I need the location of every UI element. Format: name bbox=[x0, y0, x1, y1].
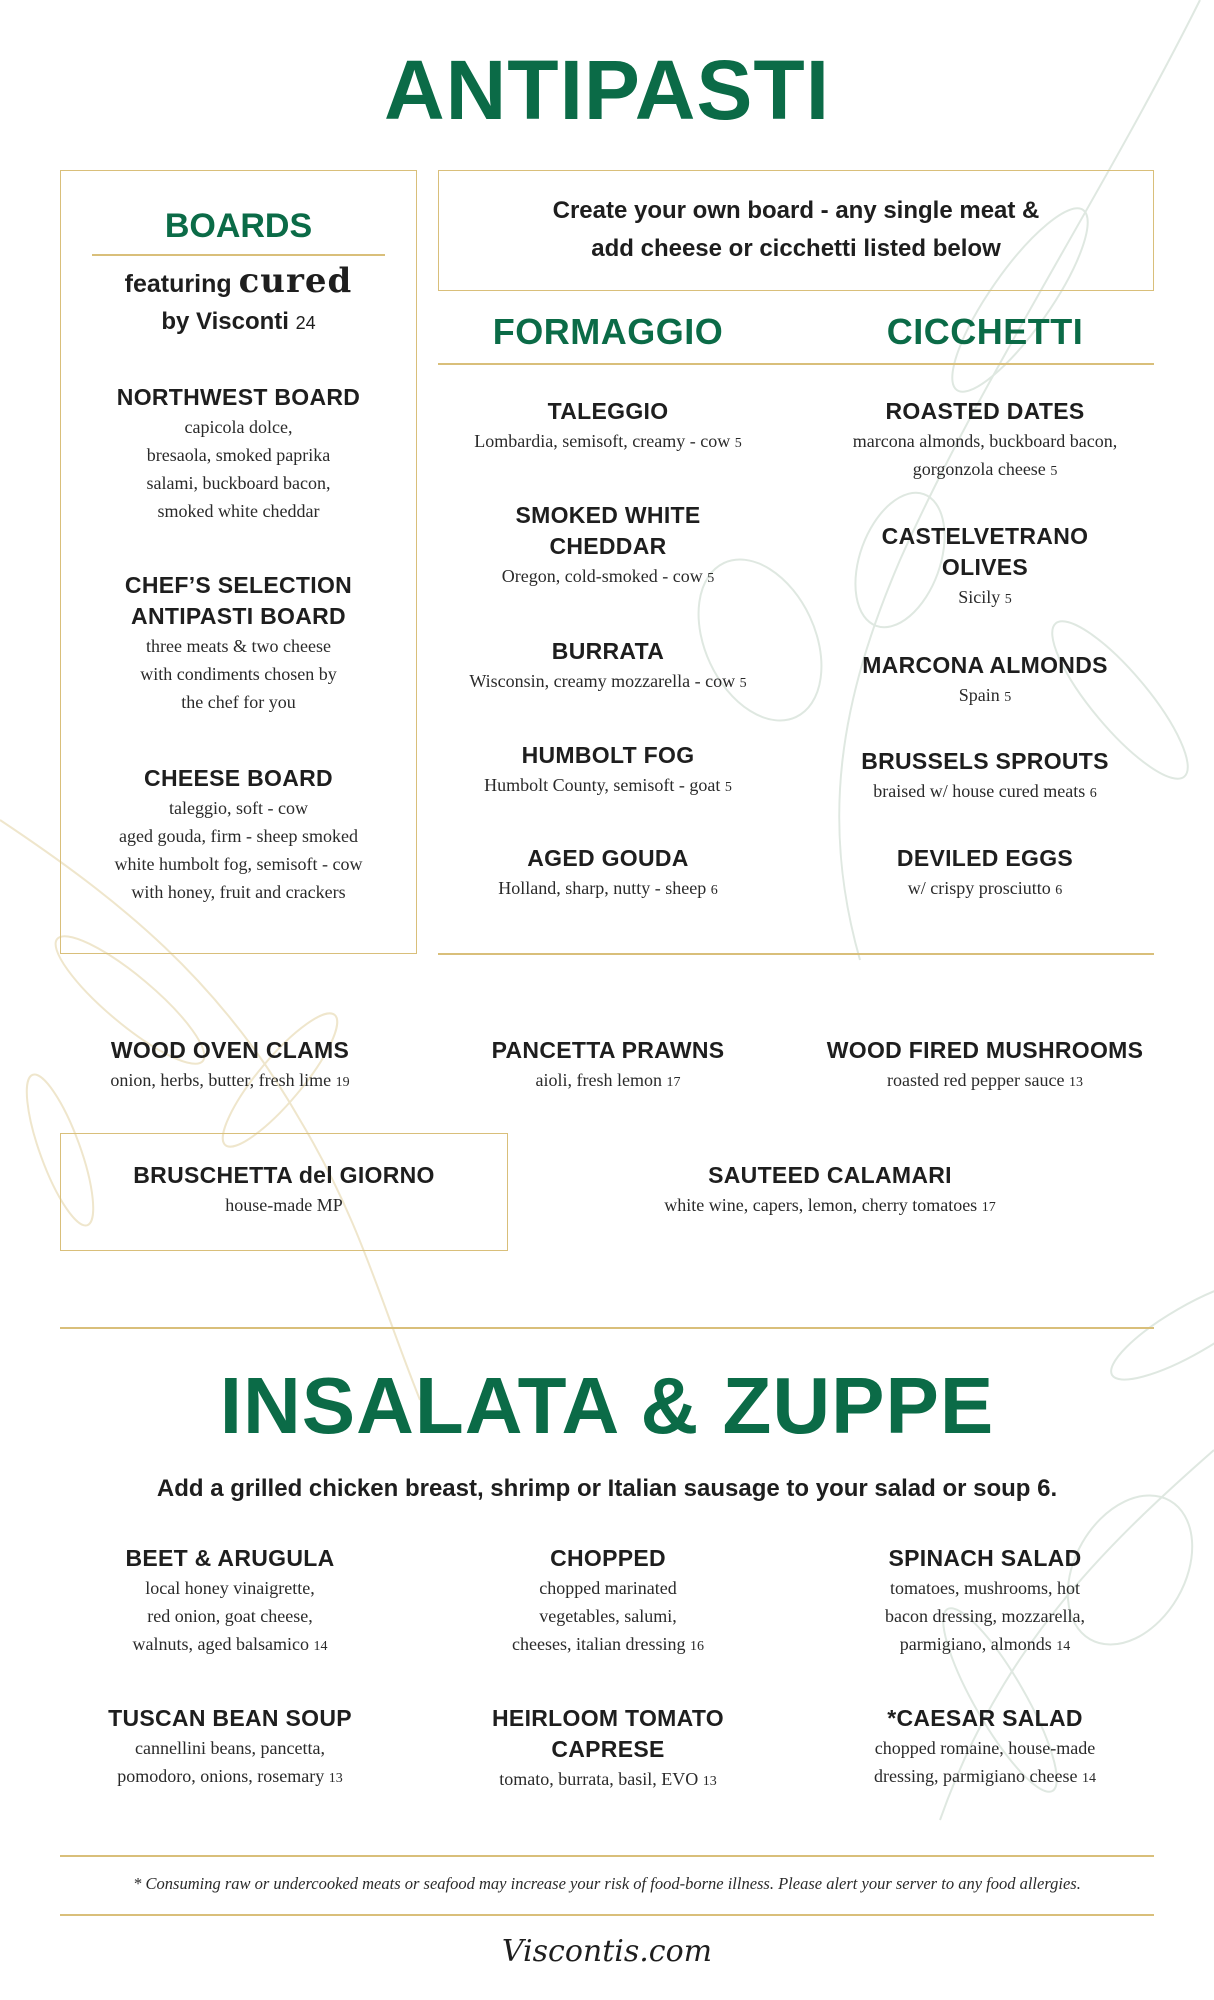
item-desc bbox=[438, 667, 778, 698]
board-name: NORTHWEST BOARD bbox=[116, 384, 361, 410]
item-desc: local honey vinaigrette, bbox=[145, 1578, 315, 1598]
item-name: SAUTEED CALAMARI bbox=[708, 1162, 952, 1188]
board-desc: aged gouda, firm - sheep smoked bbox=[119, 826, 358, 846]
board-desc: with condiments chosen by bbox=[140, 664, 337, 684]
item-desc-text: braised w/ house cured meats bbox=[873, 781, 1086, 801]
boards-price: 24 bbox=[295, 313, 316, 333]
item-desc-text: white wine, capers, lemon, cherry tomatoes bbox=[664, 1195, 978, 1215]
item-desc bbox=[438, 1066, 778, 1097]
item-price: 6 bbox=[1055, 883, 1063, 898]
calamari-item bbox=[560, 1160, 1100, 1222]
item-desc: vegetables, salumi, bbox=[539, 1606, 677, 1626]
item-desc: tomatoes, mushrooms, hot bbox=[890, 1578, 1080, 1598]
cicchetti-heading: CICCHETTI bbox=[886, 311, 1084, 352]
cicchetti-item bbox=[815, 650, 1155, 712]
item-price: 17 bbox=[666, 1075, 681, 1090]
featuring-text: featuring bbox=[124, 270, 232, 298]
item-desc-text: roasted red pepper sauce bbox=[887, 1070, 1065, 1090]
item-desc-text: Spain bbox=[958, 685, 1000, 705]
item-name: AGED GOUDA bbox=[527, 845, 689, 871]
item-desc-text: tomato, burrata, basil, EVO bbox=[499, 1769, 699, 1789]
item-price: 13 bbox=[328, 1771, 343, 1786]
item-name: SPINACH SALAD bbox=[888, 1545, 1082, 1571]
item-name: WOOD OVEN CLAMS bbox=[110, 1037, 350, 1063]
divider bbox=[60, 1914, 1154, 1916]
item-desc: red onion, goat cheese, bbox=[147, 1606, 313, 1626]
item-desc bbox=[70, 1762, 390, 1793]
item-name: BRUSCHETTA del GIORNO bbox=[133, 1162, 435, 1188]
board-desc: the chef for you bbox=[181, 692, 296, 712]
salad-item bbox=[478, 1703, 738, 1796]
item-desc bbox=[438, 1765, 778, 1796]
board-name: CHEESE BOARD bbox=[144, 765, 333, 791]
antipasti-item bbox=[800, 1035, 1170, 1097]
item-desc: cannellini beans, pancetta, bbox=[135, 1738, 325, 1758]
item-desc bbox=[70, 1630, 390, 1661]
insalata-title: INSALATA & ZUPPE bbox=[219, 1361, 995, 1450]
item-desc bbox=[438, 562, 778, 593]
item-price: 5 bbox=[739, 676, 747, 691]
item-desc bbox=[560, 1191, 1100, 1222]
item-desc bbox=[438, 874, 778, 905]
item-desc: chopped romaine, house-made bbox=[874, 1738, 1096, 1758]
item-desc bbox=[60, 1066, 400, 1097]
create-board-note: Create your own board - any single meat & add cheese or cicchetti listed below bbox=[552, 197, 1040, 262]
salad-item bbox=[825, 1543, 1145, 1661]
item-price: 13 bbox=[702, 1774, 717, 1789]
cicchetti-item bbox=[815, 746, 1155, 808]
formaggio-heading: FORMAGGIO bbox=[492, 311, 724, 352]
item-price: 6 bbox=[1089, 786, 1097, 801]
item-desc-text: Wisconsin, creamy mozzarella - cow bbox=[469, 671, 736, 691]
board-item bbox=[80, 763, 397, 906]
item-name: WOOD FIRED MUSHROOMS bbox=[826, 1037, 1144, 1063]
item-desc: chopped marinated bbox=[539, 1578, 677, 1598]
item-price: 14 bbox=[313, 1639, 328, 1654]
item-price: 5 bbox=[1050, 464, 1058, 479]
item-desc bbox=[448, 1630, 768, 1661]
item-desc bbox=[835, 427, 1135, 486]
item-desc bbox=[825, 1630, 1145, 1661]
item-price: 6 bbox=[710, 883, 718, 898]
item-desc: bacon dressing, mozzarella, bbox=[885, 1606, 1085, 1626]
item-desc: house-made MP bbox=[225, 1195, 343, 1215]
item-name: ROASTED DATES bbox=[885, 398, 1085, 424]
item-desc-text: pomodoro, onions, rosemary bbox=[117, 1766, 325, 1786]
featuring-line bbox=[60, 262, 417, 303]
item-desc-text: Sicily bbox=[958, 587, 1001, 607]
salad-item bbox=[70, 1543, 390, 1661]
item-desc-text: Lombardia, semisoft, creamy - cow bbox=[474, 431, 731, 451]
salad-item bbox=[825, 1703, 1145, 1793]
item-desc-text: onion, herbs, butter, fresh lime bbox=[110, 1070, 332, 1090]
item-name: TUSCAN BEAN SOUP bbox=[108, 1705, 352, 1731]
board-desc: three meats & two cheese bbox=[146, 636, 331, 656]
add-protein-note: Add a grilled chicken breast, shrimp or Italian sausage to your salad or soup 6. bbox=[156, 1475, 1058, 1502]
item-price: 14 bbox=[1081, 1771, 1096, 1786]
divider bbox=[60, 1327, 1154, 1329]
cicchetti-item bbox=[815, 843, 1155, 905]
divider bbox=[60, 1855, 1154, 1857]
board-desc: bresaola, smoked paprika bbox=[146, 445, 331, 465]
item-desc-text: Holland, sharp, nutty - sheep bbox=[498, 878, 707, 898]
item-desc bbox=[815, 777, 1155, 808]
item-price: 16 bbox=[689, 1639, 704, 1654]
item-price: 5 bbox=[1004, 592, 1012, 607]
divider bbox=[92, 254, 385, 256]
item-name: DEVILED EGGS bbox=[896, 845, 1074, 871]
board-item bbox=[80, 570, 397, 716]
item-name: BEET & ARUGULA bbox=[125, 1545, 335, 1571]
by-visconti bbox=[60, 304, 417, 341]
item-desc-text: marcona almonds, buckboard bacon, gorgonzola cheese bbox=[852, 431, 1118, 479]
item-price: 5 bbox=[707, 571, 715, 586]
formaggio-item bbox=[438, 636, 778, 698]
item-name: TALEGGIO bbox=[547, 398, 669, 424]
divider bbox=[438, 953, 1154, 955]
item-price: 5 bbox=[724, 780, 732, 795]
item-price: 5 bbox=[734, 436, 742, 451]
item-desc bbox=[815, 681, 1155, 712]
item-price: 17 bbox=[981, 1200, 996, 1215]
item-desc bbox=[855, 583, 1115, 614]
divider bbox=[438, 363, 1154, 365]
item-desc-text: Oregon, cold-smoked - cow bbox=[501, 566, 703, 586]
item-price: 19 bbox=[335, 1075, 350, 1090]
website-link[interactable]: Viscontis.com bbox=[501, 1934, 713, 1969]
item-name: HEIRLOOM TOMATO CAPRESE bbox=[492, 1705, 724, 1762]
food-allergy-disclaimer: * Consuming raw or undercooked meats or seafood may increase your risk of food-borne illness. Please alert your server to any food allergies. bbox=[133, 1874, 1081, 1893]
formaggio-item bbox=[488, 500, 728, 593]
item-name: HUMBOLT FOG bbox=[521, 742, 695, 768]
item-name: SMOKED WHITE CHEDDAR bbox=[515, 502, 701, 559]
item-name: BURRATA bbox=[551, 638, 665, 664]
item-desc bbox=[438, 771, 778, 802]
item-desc-text: cheeses, italian dressing bbox=[512, 1634, 686, 1654]
item-price: 5 bbox=[1004, 690, 1012, 705]
boards-heading: BOARDS bbox=[164, 207, 313, 245]
item-desc-text: walnuts, aged balsamico bbox=[132, 1634, 309, 1654]
board-desc: capicola dolce, bbox=[184, 417, 293, 437]
antipasti-item bbox=[60, 1035, 400, 1097]
board-name: CHEF’S SELECTION ANTIPASTI BOARD bbox=[124, 572, 353, 629]
item-name: BRUSSELS SPROUTS bbox=[861, 748, 1109, 774]
salad-item bbox=[448, 1543, 768, 1661]
item-desc-text: dressing, parmigiano cheese bbox=[874, 1766, 1078, 1786]
board-item bbox=[80, 382, 397, 525]
item-name: PANCETTA PRAWNS bbox=[491, 1037, 725, 1063]
antipasti-title: ANTIPASTI bbox=[383, 43, 831, 137]
item-name: CHOPPED bbox=[550, 1545, 666, 1571]
item-desc bbox=[825, 1762, 1145, 1793]
formaggio-item bbox=[438, 843, 778, 905]
item-desc bbox=[815, 874, 1155, 905]
item-price: 13 bbox=[1068, 1075, 1083, 1090]
item-desc-text: aioli, fresh lemon bbox=[535, 1070, 662, 1090]
item-price: 14 bbox=[1056, 1639, 1071, 1654]
item-desc-text: Humbolt County, semisoft - goat bbox=[484, 775, 721, 795]
board-desc: taleggio, soft - cow bbox=[169, 798, 308, 818]
cicchetti-item bbox=[835, 396, 1135, 486]
item-desc bbox=[438, 427, 778, 458]
board-desc: salami, buckboard bacon, bbox=[146, 473, 331, 493]
cicchetti-item bbox=[855, 521, 1115, 614]
item-desc bbox=[800, 1066, 1170, 1097]
item-desc-text: parmigiano, almonds bbox=[899, 1634, 1052, 1654]
bruschetta-item bbox=[60, 1160, 508, 1219]
board-desc: with honey, fruit and crackers bbox=[131, 882, 346, 902]
item-name: *CAESAR SALAD bbox=[887, 1705, 1083, 1731]
board-desc: white humbolt fog, semisoft - cow bbox=[114, 854, 363, 874]
item-name: CASTELVETRANO OLIVES bbox=[881, 523, 1089, 580]
formaggio-item bbox=[438, 740, 778, 802]
item-desc-text: w/ crispy prosciutto bbox=[907, 878, 1051, 898]
cured-logo: cured bbox=[238, 261, 353, 301]
by-visconti-text: by Visconti bbox=[161, 308, 289, 335]
formaggio-item bbox=[438, 396, 778, 458]
antipasti-item bbox=[438, 1035, 778, 1097]
soup-item bbox=[70, 1703, 390, 1793]
item-name: MARCONA ALMONDS bbox=[862, 652, 1108, 678]
board-desc: smoked white cheddar bbox=[157, 501, 320, 521]
